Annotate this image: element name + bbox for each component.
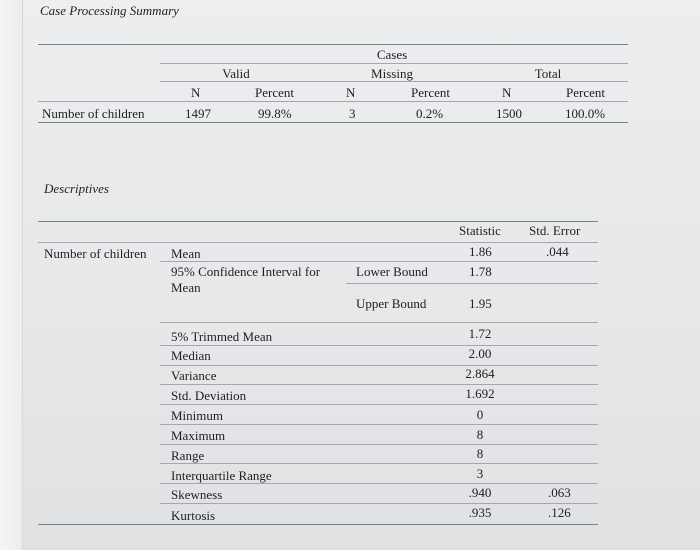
desc-header-rule (38, 242, 598, 243)
ci-lower-value: 1.78 (469, 264, 492, 279)
stat-value-minimum: 0 (476, 407, 484, 422)
stat-label-minimum: Minimum (171, 408, 224, 423)
table-bottom-rule (38, 122, 628, 123)
stat-value-kurtosis: .935 (468, 505, 492, 520)
stat-label-maximum: Maximum (171, 428, 226, 443)
stat-error-skewness: .063 (548, 485, 571, 500)
statistic-header: Statistic (459, 223, 501, 238)
desc-bottom-rule (38, 524, 598, 525)
row-rule (160, 483, 598, 484)
descriptives-title: Descriptives (44, 181, 109, 196)
mean-label: Mean (171, 246, 201, 261)
missing-percent-value: 0.2% (416, 106, 444, 121)
total-n-header: N (502, 85, 512, 100)
desc-top-rule (38, 221, 598, 222)
total-n-value: 1500 (496, 106, 522, 121)
ci-label-line1: 95% Confidence Interval for (171, 264, 321, 279)
total-percent-header: Percent (566, 85, 605, 100)
total-header: Total (534, 66, 562, 81)
valid-percent-value: 99.8% (258, 106, 292, 121)
row-rule (160, 503, 598, 504)
stat-label-variance: Variance (171, 368, 217, 383)
stat-error-kurtosis: .126 (548, 505, 571, 520)
ci-lower-label: Lower Bound (356, 264, 428, 279)
mean-std-error: .044 (546, 244, 569, 259)
ci-bottom-rule (160, 322, 598, 323)
row-rule (160, 345, 598, 346)
stat-value-variance: 2.864 (465, 366, 495, 381)
mean-row-rule (160, 261, 598, 262)
desc-variable-label: Number of children (44, 246, 147, 261)
row-rule (160, 384, 598, 385)
row-rule (160, 424, 598, 425)
stat-label-range: Range (171, 448, 205, 463)
total-percent-value: 100.0% (565, 106, 606, 121)
row-label: Number of children (42, 106, 145, 121)
missing-n-header: N (346, 85, 356, 100)
stat-value-skewness: .940 (468, 485, 492, 500)
stat-label-iqr: Interquartile Range (171, 468, 272, 483)
page-edge (0, 0, 23, 550)
stat-label-std-deviation: Std. Deviation (171, 388, 247, 403)
stat-value-iqr: 3 (476, 466, 484, 481)
std-error-header: Std. Error (529, 223, 581, 238)
ci-label-line2: Mean (171, 280, 201, 295)
missing-percent-header: Percent (411, 85, 450, 100)
table-top-rule (38, 44, 628, 45)
valid-n-header: N (191, 85, 201, 100)
cases-underline (160, 63, 628, 64)
row-rule (160, 365, 598, 366)
stat-value-range: 8 (476, 446, 484, 461)
valid-header: Valid (222, 66, 250, 81)
stat-value-std-deviation: 1.692 (465, 386, 495, 401)
stat-label-median: Median (171, 348, 211, 363)
valid-percent-header: Percent (255, 85, 294, 100)
stat-value-maximum: 8 (476, 427, 484, 442)
row-rule (160, 404, 598, 405)
stat-label-trimmed-mean: 5% Trimmed Mean (171, 329, 273, 344)
ci-upper-value: 1.95 (469, 296, 492, 311)
ci-upper-label: Upper Bound (356, 296, 427, 311)
case-summary-title: Case Processing Summary (40, 3, 179, 18)
stat-label-kurtosis: Kurtosis (171, 508, 216, 523)
mean-statistic: 1.86 (469, 244, 492, 259)
stat-label-skewness: Skewness (171, 487, 223, 502)
header-bottom-rule (38, 101, 628, 102)
stat-value-median: 2.00 (468, 346, 492, 361)
row-rule (160, 444, 598, 445)
missing-header: Missing (371, 66, 413, 81)
groups-underline (160, 81, 628, 82)
valid-n-value: 1497 (185, 106, 211, 121)
stat-value-trimmed-mean: 1.72 (468, 326, 492, 341)
row-rule (160, 463, 598, 464)
ci-row-rule (346, 283, 598, 284)
missing-n-value: 3 (349, 106, 356, 121)
cases-header: Cases (376, 47, 408, 62)
